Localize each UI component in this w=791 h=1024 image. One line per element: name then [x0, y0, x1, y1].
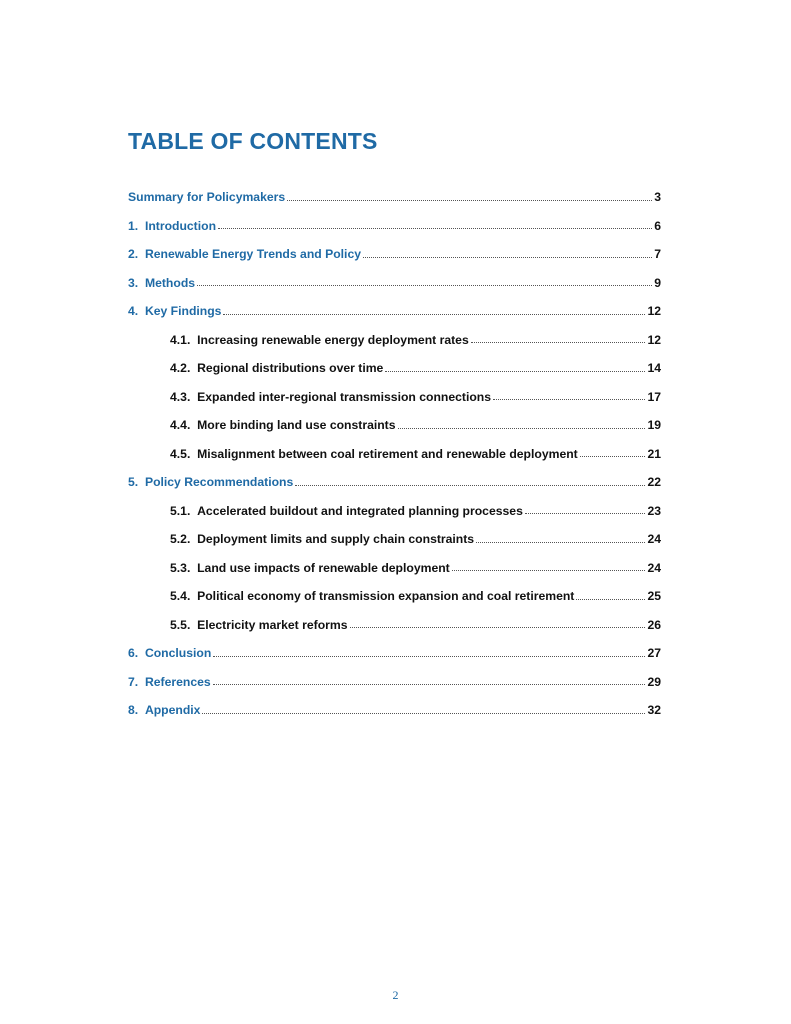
toc-entry-label: Land use impacts of renewable deployment	[197, 560, 450, 575]
toc-entry-page: 9	[654, 275, 661, 290]
toc-entry-number: 5.4.	[170, 589, 198, 603]
page-number: 2	[392, 988, 399, 1002]
dot-leader	[471, 341, 646, 343]
dot-leader	[476, 541, 645, 543]
toc-entry-number: 8.	[128, 703, 145, 717]
dot-leader	[287, 199, 652, 201]
dot-leader	[385, 370, 645, 372]
toc-entry-label: Regional distributions over time	[197, 361, 384, 375]
toc-subentry[interactable]	[128, 447, 661, 476]
toc-entry-number: 7.	[128, 674, 145, 689]
dot-leader	[493, 398, 645, 400]
toc-entry[interactable]	[128, 703, 661, 732]
toc-subentry[interactable]	[128, 390, 661, 419]
toc-entry-page: 25	[647, 589, 661, 603]
toc-entry-label: Policy Recommendations	[144, 475, 294, 489]
dot-leader	[197, 284, 652, 286]
dot-leader	[223, 313, 645, 315]
toc-entry-label: Electricity market reforms	[197, 617, 348, 632]
toc-entry[interactable]	[128, 276, 661, 305]
toc-entry-label: Expanded inter-regional transmission connections	[197, 389, 492, 404]
toc-subentry[interactable]	[128, 618, 661, 647]
toc-entry-number: 6.	[128, 646, 145, 660]
toc-entry-number: 4.2.	[170, 361, 198, 375]
toc-entry-number: 5.3.	[170, 560, 198, 575]
toc-entry-number: 4.3.	[170, 389, 198, 404]
toc-entry-page: 26	[647, 617, 661, 632]
toc-entry-number: 4.1.	[170, 332, 198, 347]
dot-leader	[213, 655, 645, 657]
toc-entry-label: Summary for Policymakers	[128, 190, 286, 204]
toc-entry-number: 5.5.	[170, 617, 198, 632]
toc-entry-page: 24	[647, 560, 661, 575]
toc-entry-page: 12	[647, 304, 661, 318]
toc-entry[interactable]	[128, 190, 661, 219]
toc-entry-page: 19	[647, 418, 661, 432]
toc-entry-label: Accelerated buildout and integrated planning processes	[197, 503, 523, 518]
dot-leader	[295, 484, 645, 486]
toc-entry-label: References	[144, 674, 211, 689]
toc-entry-label: Key Findings	[144, 304, 222, 318]
toc-entry-number: 3.	[128, 275, 145, 290]
toc-entry-page: 14	[647, 361, 661, 375]
dot-leader	[576, 598, 645, 600]
toc-entry-page: 32	[647, 703, 661, 717]
toc-entry[interactable]	[128, 646, 661, 675]
toc-entry-number: 4.4.	[170, 418, 198, 432]
toc-entry-number: 1.	[128, 218, 145, 233]
toc-subentry[interactable]	[128, 333, 661, 362]
dot-leader	[202, 712, 645, 714]
dot-leader	[218, 227, 652, 229]
dot-leader	[580, 455, 646, 457]
toc-entry[interactable]	[128, 675, 661, 704]
dot-leader	[350, 626, 646, 628]
toc-entry-page: 3	[654, 190, 661, 204]
toc-entry[interactable]	[128, 304, 661, 333]
toc-entry-page: 21	[647, 446, 661, 461]
toc-entry-page: 29	[647, 674, 661, 689]
toc-subentry[interactable]	[128, 504, 661, 533]
toc-entry-label: More binding land use constraints	[197, 418, 396, 432]
toc-entry-label: Appendix	[144, 703, 201, 717]
toc-entry-number: 2.	[128, 247, 145, 261]
toc-subentry[interactable]	[128, 589, 661, 618]
toc-entry-page: 24	[647, 532, 661, 546]
toc-entry-label: Increasing renewable energy deployment rates	[197, 332, 469, 347]
toc-entry-page: 27	[647, 646, 661, 660]
toc-entry-label: Deployment limits and supply chain constraints	[197, 532, 475, 546]
toc-subentry[interactable]	[128, 361, 661, 390]
toc-entry[interactable]	[128, 247, 661, 276]
toc-entry-label: Renewable Energy Trends and Policy	[144, 247, 361, 261]
dot-leader	[398, 427, 646, 429]
toc-subentry[interactable]	[128, 532, 661, 561]
toc-entry-number: 5.2.	[170, 532, 198, 546]
dot-leader	[363, 256, 652, 258]
toc-entry-number: 4.	[128, 304, 145, 318]
toc-entry-page: 17	[647, 389, 661, 404]
table-of-contents	[128, 190, 661, 732]
toc-entry-page: 22	[647, 475, 661, 489]
toc-entry-number: 4.5.	[170, 446, 198, 461]
dot-leader	[452, 569, 646, 571]
dot-leader	[525, 512, 646, 514]
toc-entry-page: 12	[647, 332, 661, 347]
dot-leader	[213, 683, 646, 685]
toc-entry-label: Political economy of transmission expansion and coal retirement	[197, 589, 575, 603]
page-title: TABLE OF CONTENTS	[128, 128, 378, 154]
toc-entry-page: 7	[654, 247, 661, 261]
toc-entry[interactable]	[128, 475, 661, 504]
toc-entry-label: Conclusion	[144, 646, 212, 660]
toc-entry-number: 5.1.	[170, 503, 198, 518]
toc-entry-label: Introduction	[144, 218, 217, 233]
toc-entry-page: 6	[654, 218, 661, 233]
toc-entry-label: Misalignment between coal retirement and renewable deployment	[197, 446, 578, 461]
toc-entry-label: Methods	[144, 275, 196, 290]
toc-entry[interactable]	[128, 219, 661, 248]
toc-entry-number: 5.	[128, 475, 145, 489]
toc-subentry[interactable]	[128, 418, 661, 447]
toc-entry-page: 23	[647, 503, 661, 518]
toc-subentry[interactable]	[128, 561, 661, 590]
